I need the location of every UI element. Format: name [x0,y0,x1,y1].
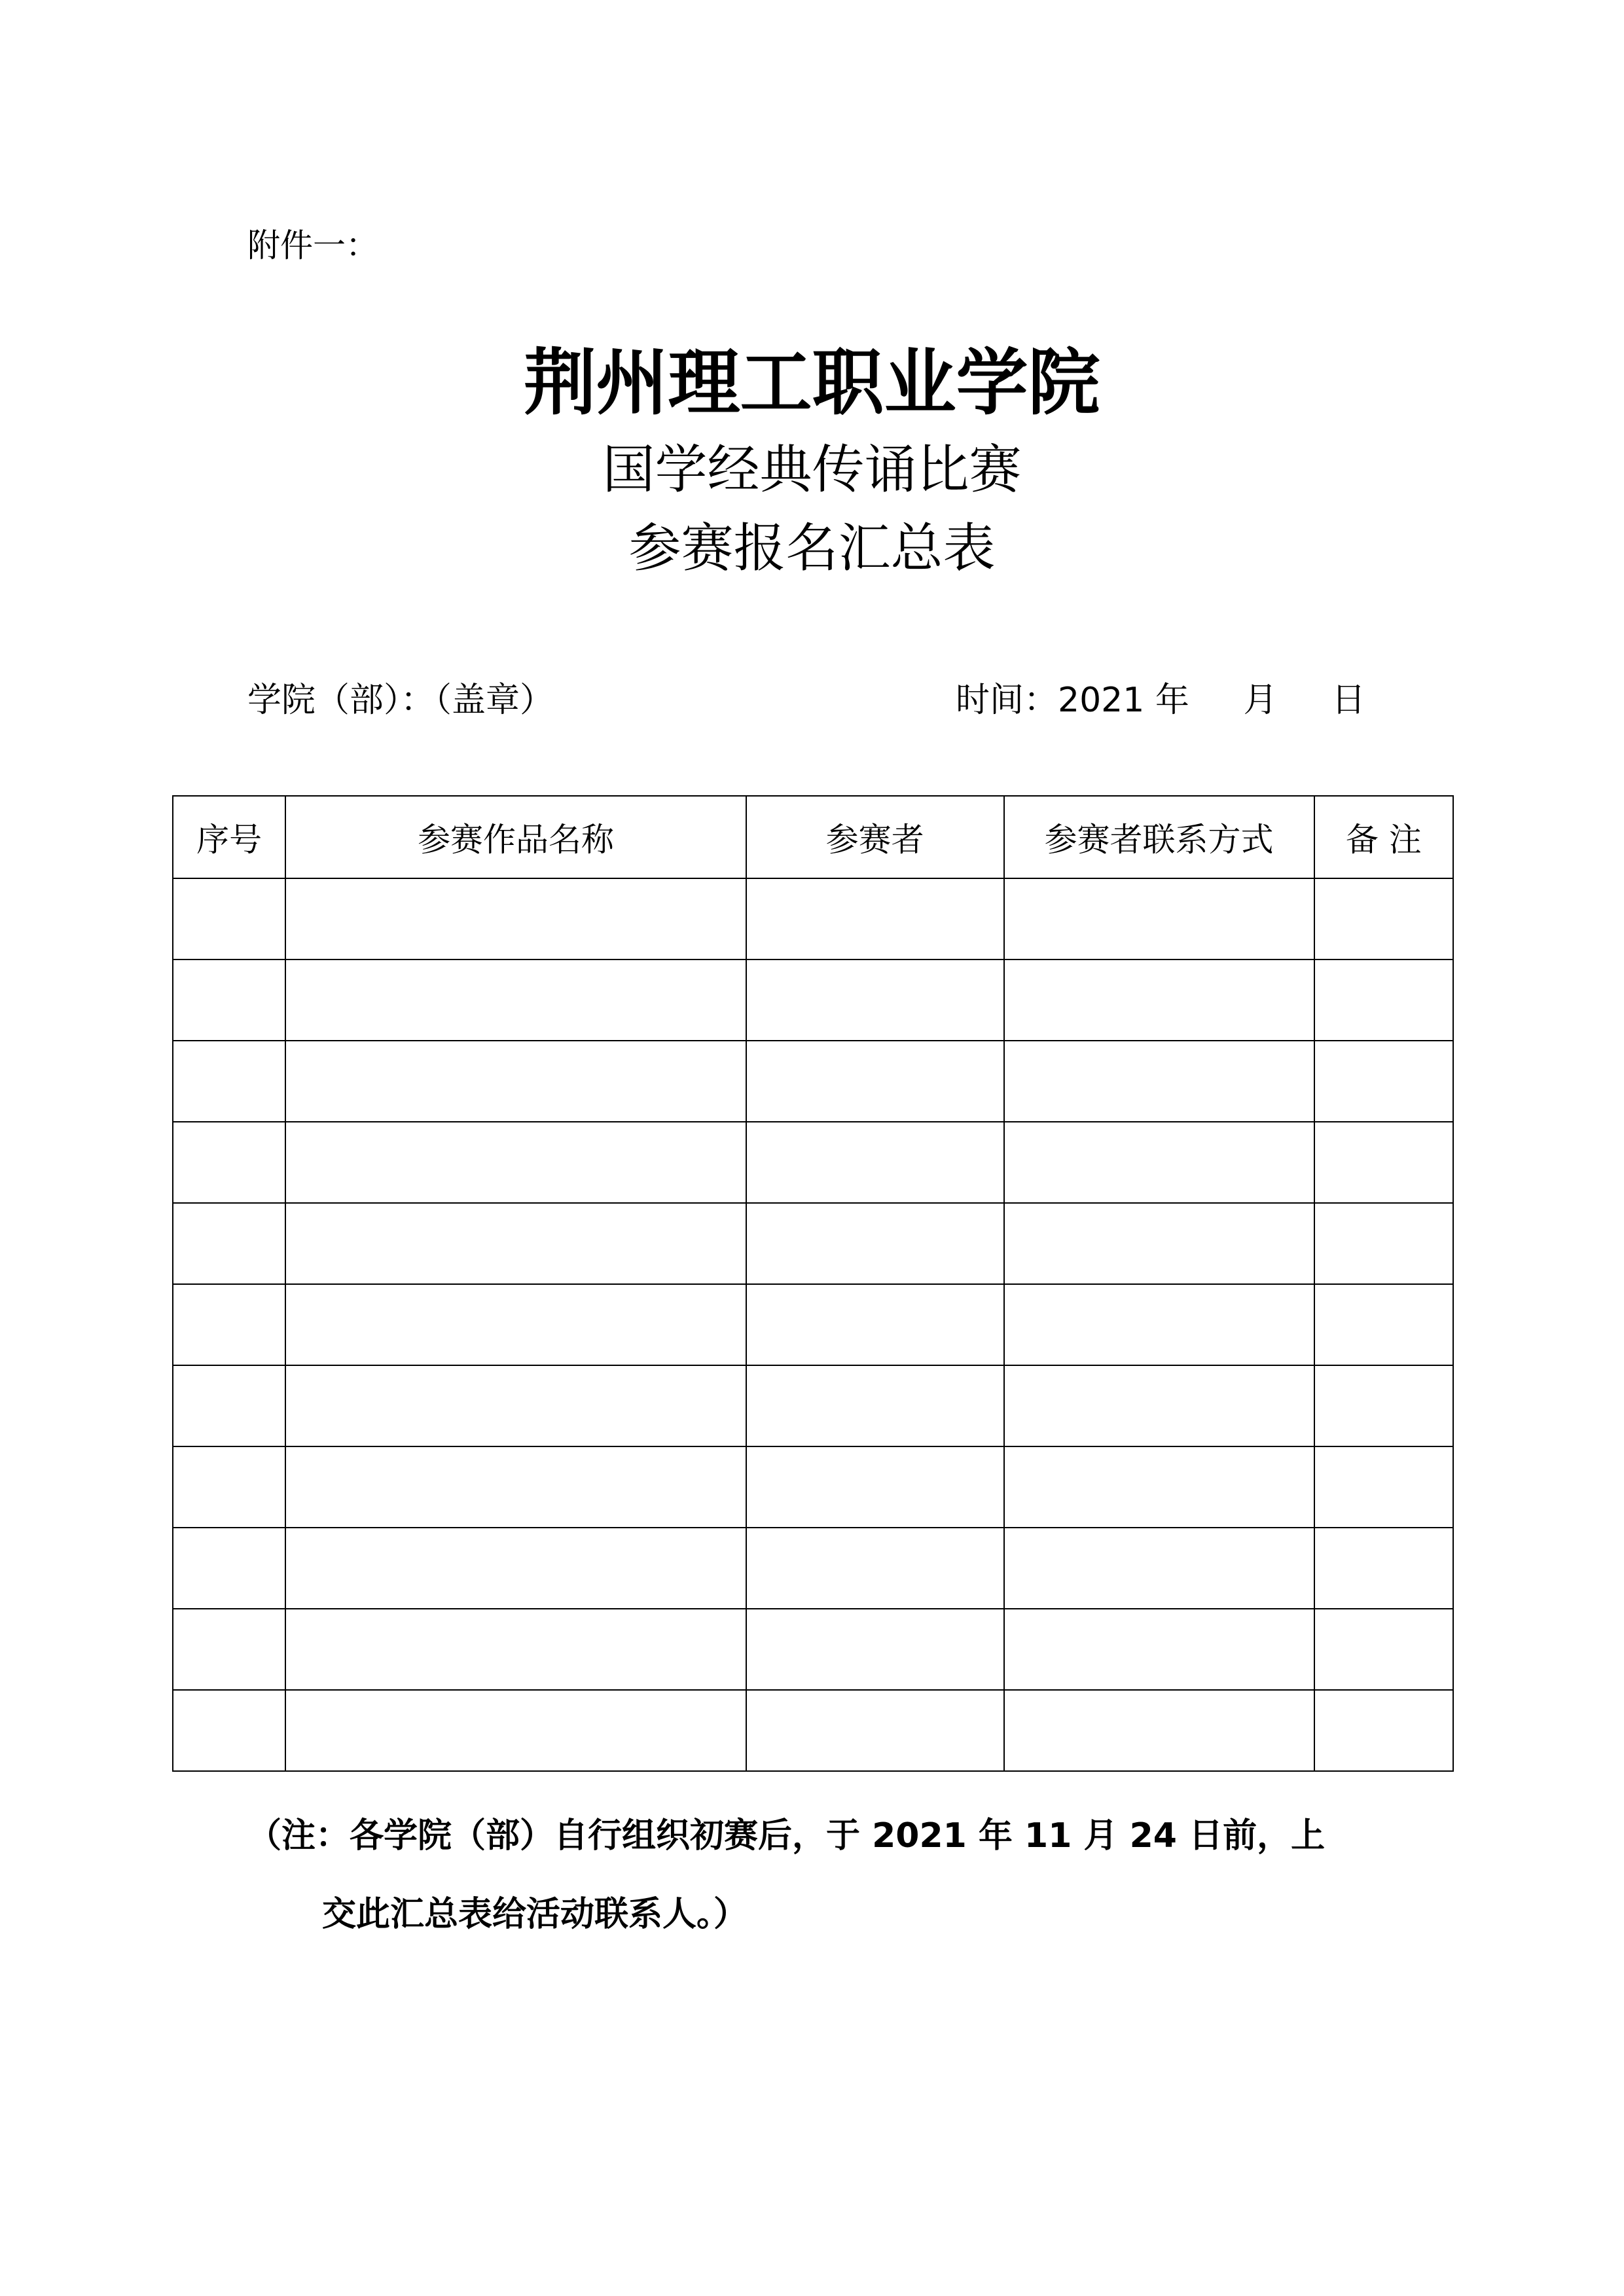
cell-entry-title[interactable] [285,1122,746,1203]
table-row [173,1365,1453,1446]
cell-serial-number[interactable] [173,960,285,1041]
cell-participant[interactable] [746,960,1004,1041]
table-row [173,1690,1453,1771]
note-line-1: （注：各学院（部）自行组织初赛后，于 2021 年 11 月 24 日前，上 [247,1816,1326,1856]
cell-serial-number[interactable] [173,1609,285,1690]
cell-remarks[interactable] [1314,1528,1453,1609]
cell-contact[interactable] [1004,878,1314,960]
cell-entry-title[interactable] [285,1203,746,1284]
cell-entry-title[interactable] [285,960,746,1041]
header-serial-number: 序号 [173,796,285,878]
cell-participant[interactable] [746,1203,1004,1284]
table-row [173,1284,1453,1365]
cell-participant[interactable] [746,1528,1004,1609]
cell-remarks[interactable] [1314,1446,1453,1528]
cell-entry-title[interactable] [285,878,746,960]
cell-participant[interactable] [746,1365,1004,1446]
cell-entry-title[interactable] [285,1690,746,1771]
cell-remarks[interactable] [1314,878,1453,960]
cell-contact[interactable] [1004,1609,1314,1690]
cell-entry-title[interactable] [285,1041,746,1122]
cell-participant[interactable] [746,1609,1004,1690]
cell-contact[interactable] [1004,1122,1314,1203]
table-header-row [173,796,1453,878]
header-contact: 参赛者联系方式 [1004,796,1314,878]
note-line-2: 交此汇总表给活动联系人。） [322,1895,748,1934]
cell-entry-title[interactable] [285,1528,746,1609]
cell-remarks[interactable] [1314,1609,1453,1690]
cell-participant[interactable] [746,1446,1004,1528]
cell-remarks[interactable] [1314,1041,1453,1122]
cell-serial-number[interactable] [173,1446,285,1528]
college-seal-field: 学院（部）：（盖章） [247,681,554,720]
table-row [173,1528,1453,1609]
header-entry-title: 参赛作品名称 [285,796,746,878]
competition-title: 国学经典传诵比赛 [602,439,1022,500]
form-title: 参赛报名汇总表 [628,518,996,579]
table-row [173,1446,1453,1528]
cell-contact[interactable] [1004,1284,1314,1365]
cell-contact[interactable] [1004,1690,1314,1771]
cell-contact[interactable] [1004,1365,1314,1446]
cell-serial-number[interactable] [173,1528,285,1609]
cell-entry-title[interactable] [285,1365,746,1446]
cell-contact[interactable] [1004,960,1314,1041]
cell-serial-number[interactable] [173,1690,285,1771]
cell-contact[interactable] [1004,1041,1314,1122]
date-field: 时间：2021 年 月 日 [956,681,1366,720]
attachment-label: 附件一： [247,226,378,264]
cell-participant[interactable] [746,1284,1004,1365]
cell-entry-title[interactable] [285,1446,746,1528]
cell-remarks[interactable] [1314,1284,1453,1365]
cell-contact[interactable] [1004,1203,1314,1284]
cell-participant[interactable] [746,1041,1004,1122]
cell-serial-number[interactable] [173,1284,285,1365]
cell-remarks[interactable] [1314,1203,1453,1284]
cell-remarks[interactable] [1314,1122,1453,1203]
cell-contact[interactable] [1004,1528,1314,1609]
cell-remarks[interactable] [1314,960,1453,1041]
table-row [173,1203,1453,1284]
registration-table [172,795,1454,1772]
cell-participant[interactable] [746,878,1004,960]
cell-serial-number[interactable] [173,1122,285,1203]
cell-serial-number[interactable] [173,1365,285,1446]
cell-entry-title[interactable] [285,1284,746,1365]
table-row [173,1609,1453,1690]
cell-serial-number[interactable] [173,1203,285,1284]
table-row [173,878,1453,960]
cell-serial-number[interactable] [173,878,285,960]
page-title: 荆州理工职业学院 [524,341,1100,425]
cell-serial-number[interactable] [173,1041,285,1122]
table-row [173,960,1453,1041]
table-body [173,878,1453,1771]
cell-entry-title[interactable] [285,1609,746,1690]
table-row [173,1122,1453,1203]
header-remarks: 备 注 [1314,796,1453,878]
cell-participant[interactable] [746,1690,1004,1771]
header-participant: 参赛者 [746,796,1004,878]
cell-remarks[interactable] [1314,1690,1453,1771]
cell-participant[interactable] [746,1122,1004,1203]
cell-contact[interactable] [1004,1446,1314,1528]
cell-remarks[interactable] [1314,1365,1453,1446]
table-row [173,1041,1453,1122]
